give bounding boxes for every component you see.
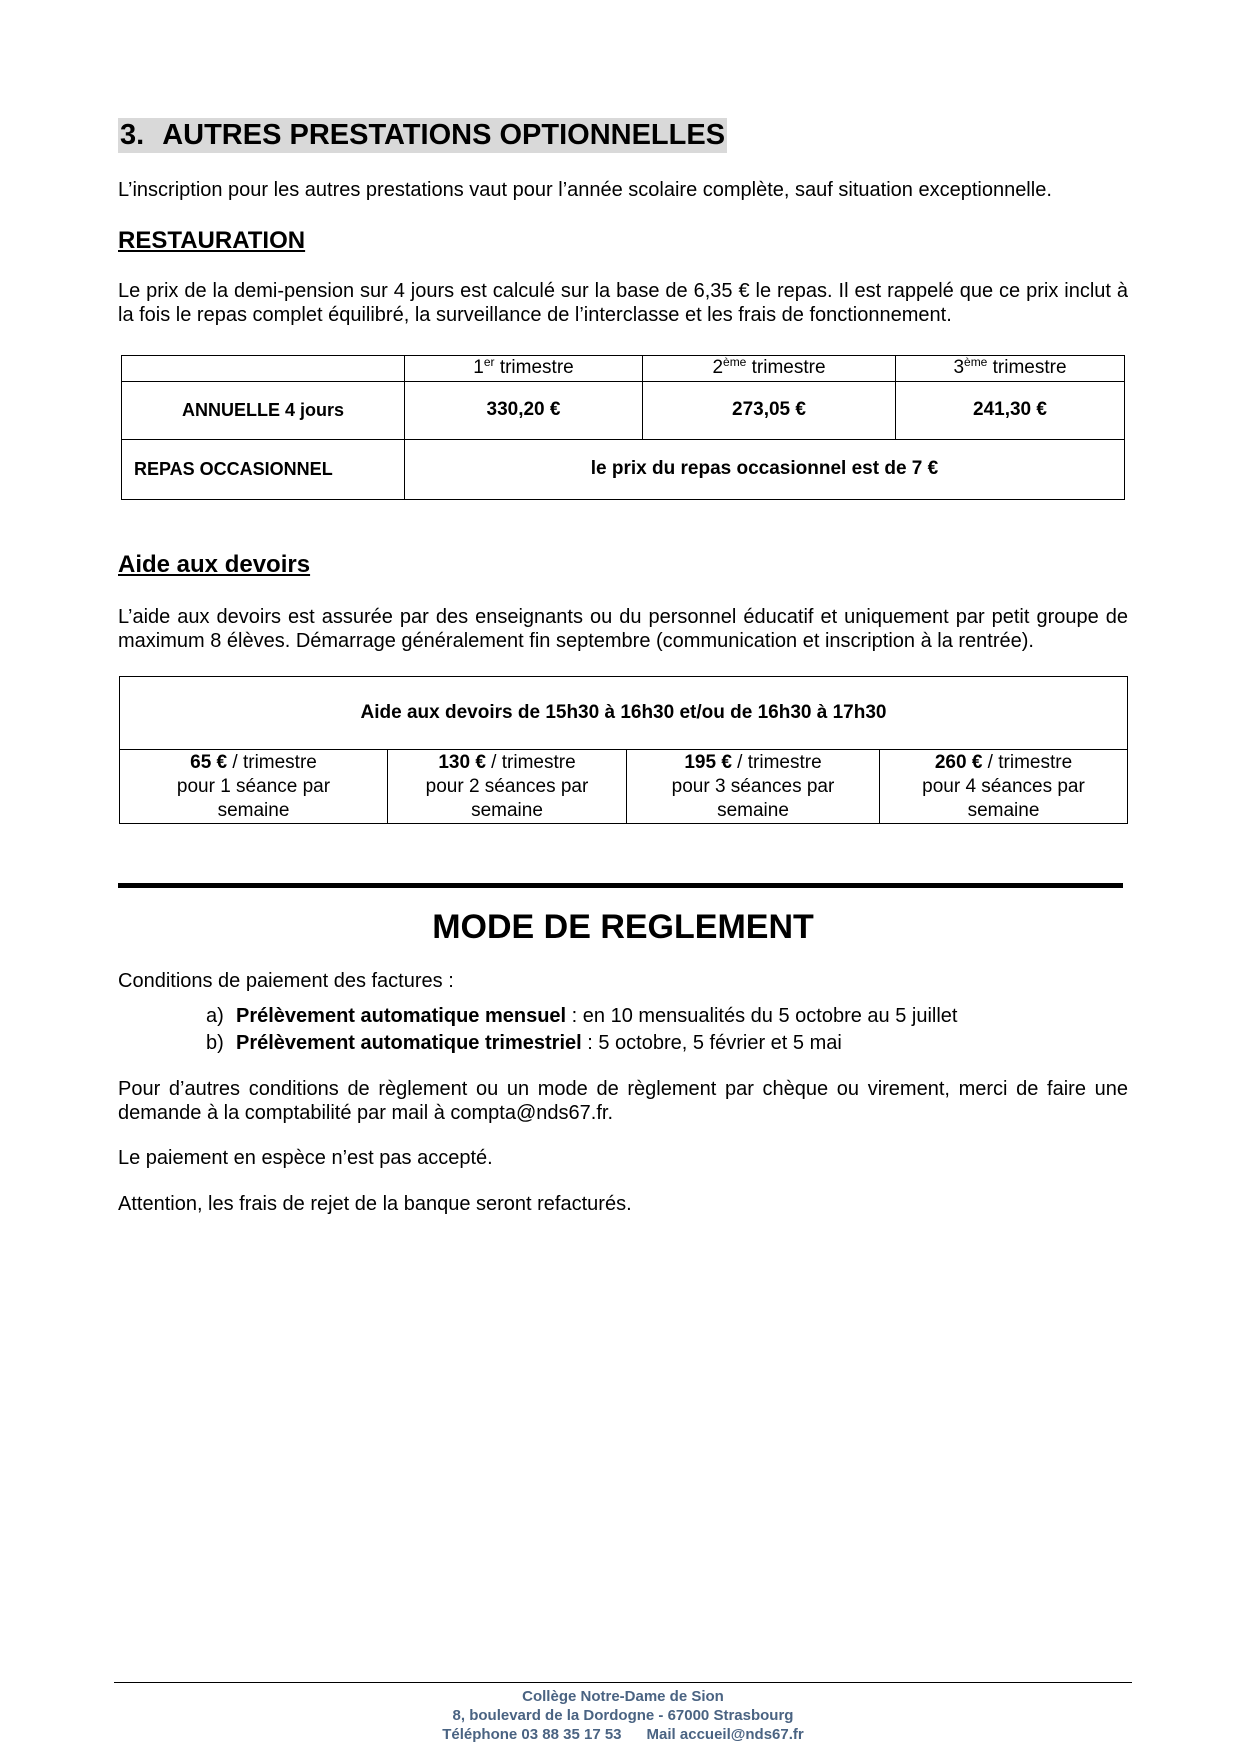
reglement-title: MODE DE REGLEMENT	[432, 908, 814, 946]
price-cell: 273,05 €	[643, 382, 896, 440]
restauration-heading: RESTAURATION	[118, 227, 306, 254]
row-label: REPAS OCCASIONNEL	[122, 440, 405, 500]
table-header-row	[122, 356, 1125, 382]
footer-school: Collège Notre-Dame de Sion	[522, 1688, 724, 1705]
option-cell: 260 € / trimestre pour 4 séances par semaine	[880, 750, 1128, 824]
table-header-row	[120, 677, 1128, 750]
section-heading	[118, 118, 727, 153]
list-item: b) Prélèvement automatique trimestriel : 5 octobre, 5 février et 5 mai	[206, 1032, 842, 1054]
aide-heading: Aide aux devoirs	[118, 551, 311, 578]
payment-list	[206, 1004, 957, 1058]
occasional-price-cell: le prix du repas occasionnel est de 7 €	[405, 440, 1125, 500]
table-row	[122, 440, 1125, 500]
restauration-table	[121, 355, 1125, 500]
footer	[118, 1687, 1128, 1744]
row-label: ANNUELLE 4 jours	[122, 382, 405, 440]
option-cell: 195 € / trimestre pour 3 séances par semaine	[627, 750, 880, 824]
price-cell: 330,20 €	[405, 382, 643, 440]
restauration-paragraph: Le prix de la demi-pension sur 4 jours est calculé sur la base de 6,35 € le repas. Il est rappelé que ce prix inclut à la fois le repas complet équilibré, la surveillance de l’interclasse et les frais de fonctionnement.	[118, 280, 1128, 326]
column-header: 1er trimestre	[405, 356, 643, 382]
aide-table	[119, 676, 1128, 824]
option-cell: 65 € / trimestre pour 1 séance par semaine	[120, 750, 388, 824]
list-item: a) Prélèvement automatique mensuel : en 10 mensualités du 5 octobre au 5 juillet	[206, 1005, 958, 1027]
footer-address: 8, boulevard de la Dordogne - 67000 Strasbourg	[452, 1707, 794, 1724]
warning-paragraph: Attention, les frais de rejet de la banque seront refacturés.	[118, 1193, 632, 1215]
option-cell: 130 € / trimestre pour 2 séances par semaine	[388, 750, 627, 824]
divider-rule	[118, 883, 1123, 888]
section-intro: L’inscription pour les autres prestations vaut pour l’année scolaire complète, sauf situation exceptionnelle.	[118, 179, 1052, 201]
conditions-text: Conditions de paiement des factures :	[118, 970, 454, 992]
other-conditions-paragraph: Pour d’autres conditions de règlement ou un mode de règlement par chèque ou virement, merci de faire une demande à la comptabilité par mail à compta@nds67.fr.	[118, 1078, 1128, 1124]
aide-paragraph: L’aide aux devoirs est assurée par des enseignants ou du personnel éducatif et uniquement par petit groupe de maximum 8 élèves. Démarrage généralement fin septembre (communication et inscription à la rentrée).	[118, 606, 1128, 652]
column-header: 2ème trimestre	[643, 356, 896, 382]
section-title: AUTRES PRESTATIONS OPTIONNELLES	[162, 119, 726, 151]
empty-cell	[122, 356, 405, 382]
aide-table-header: Aide aux devoirs de 15h30 à 16h30 et/ou de 16h30 à 17h30	[120, 677, 1128, 750]
section-number: 3.	[120, 119, 145, 151]
table-row	[120, 750, 1128, 824]
document-page	[118, 0, 1128, 1754]
footer-contact: Téléphone 03 88 35 17 53 Mail accueil@nds67.fr	[442, 1726, 804, 1743]
price-cell: 241,30 €	[896, 382, 1125, 440]
footer-rule	[114, 1682, 1132, 1683]
column-header: 3ème trimestre	[896, 356, 1125, 382]
table-row	[122, 382, 1125, 440]
cash-paragraph: Le paiement en espèce n’est pas accepté.	[118, 1147, 493, 1169]
